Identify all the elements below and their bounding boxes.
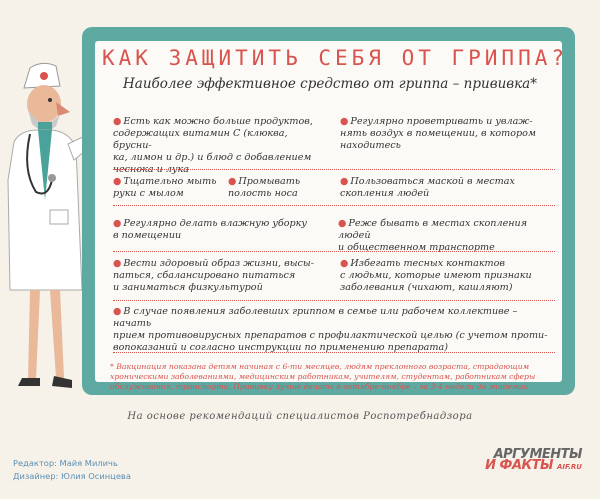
bullet-icon: ● [340, 176, 349, 187]
footnote: * Вакцинация показана детям начиная с 6-ти месяцев, людям преклонного возраста, страдающим хроническими заболеваниями, медицинским работникам, учителям, студентам, работникам сферы обслуживания, транспорта. Прививку лучше делать в октябре-ноябре – за 3-4 недели до эпидемии [110, 362, 536, 391]
credits [13, 457, 131, 483]
separator [113, 352, 555, 353]
separator [113, 300, 555, 301]
tip-healthy-lifestyle: ● Вести здоровый образ жизни, высы- паться, сбалансировано питаться и заниматься физкультурой [113, 258, 314, 293]
tip-vitamin-c: ● Есть как можно больше продуктов, содержащих витамин С (клюква, бруcни- ка, лимон и др.) и блюд с добавлением чеснока и лука [113, 116, 313, 175]
separator [113, 251, 555, 252]
tip-wet-cleaning: ● Регулярно делать влажную уборку в помещении [113, 218, 307, 241]
tip-avoid-crowds: ● Реже бывать в местах скопления людей и общественном транспорте [338, 218, 528, 253]
bullet-icon: ● [228, 176, 237, 187]
page-title: КАК ЗАЩИТИТЬ СЕБЯ ОТ ГРИППА? [102, 46, 569, 70]
designer-credit: Дизайнер: Юлия Осинцева [13, 471, 131, 481]
bullet-icon: ● [113, 218, 122, 229]
aif-logo: АРГУМЕНТЫ И ФАКТЫ AIF.RU [485, 447, 582, 473]
tip-rinse-nose: ● Промывать полость носа [228, 176, 301, 199]
bullet-icon: ● [113, 116, 122, 127]
page-subtitle: Наиболее эффективное средство от гриппа – прививка* [123, 76, 537, 92]
bullet-icon: ● [340, 258, 349, 269]
tip-wash-hands: ● Тщательно мыть руки с мылом [113, 176, 217, 199]
separator [113, 169, 555, 170]
editor-credit: Редактор: Майя Миличь [13, 458, 118, 468]
separator [113, 205, 555, 206]
tip-avoid-contact: ● Избегать тесных контактов с людьми, которые имеют признаки заболевания (чихают, кашляют) [340, 258, 532, 293]
tip-mask: ● Пользоваться маской в местах скопления людей [340, 176, 515, 199]
bullet-icon: ● [113, 258, 122, 269]
tip-ventilation: ● Регулярно проветривать и увлаж- нять воздух в помещении, в котором находитесь [340, 116, 536, 151]
bullet-icon: ● [340, 116, 349, 127]
source-note: На основе рекомендаций специалистов Роспотребнадзора [127, 411, 473, 422]
bullet-icon: ● [338, 218, 347, 229]
bullet-icon: ● [113, 306, 122, 317]
tip-antiviral: ● В случае появления заболевших гриппом в семье или рабочем коллективе – начать прием противовирусных препаратов с профилактической целью (с учетом проти- вопоказаний и согласно инструкции по применению препарата) [113, 306, 548, 353]
bullet-icon: ● [113, 176, 122, 187]
